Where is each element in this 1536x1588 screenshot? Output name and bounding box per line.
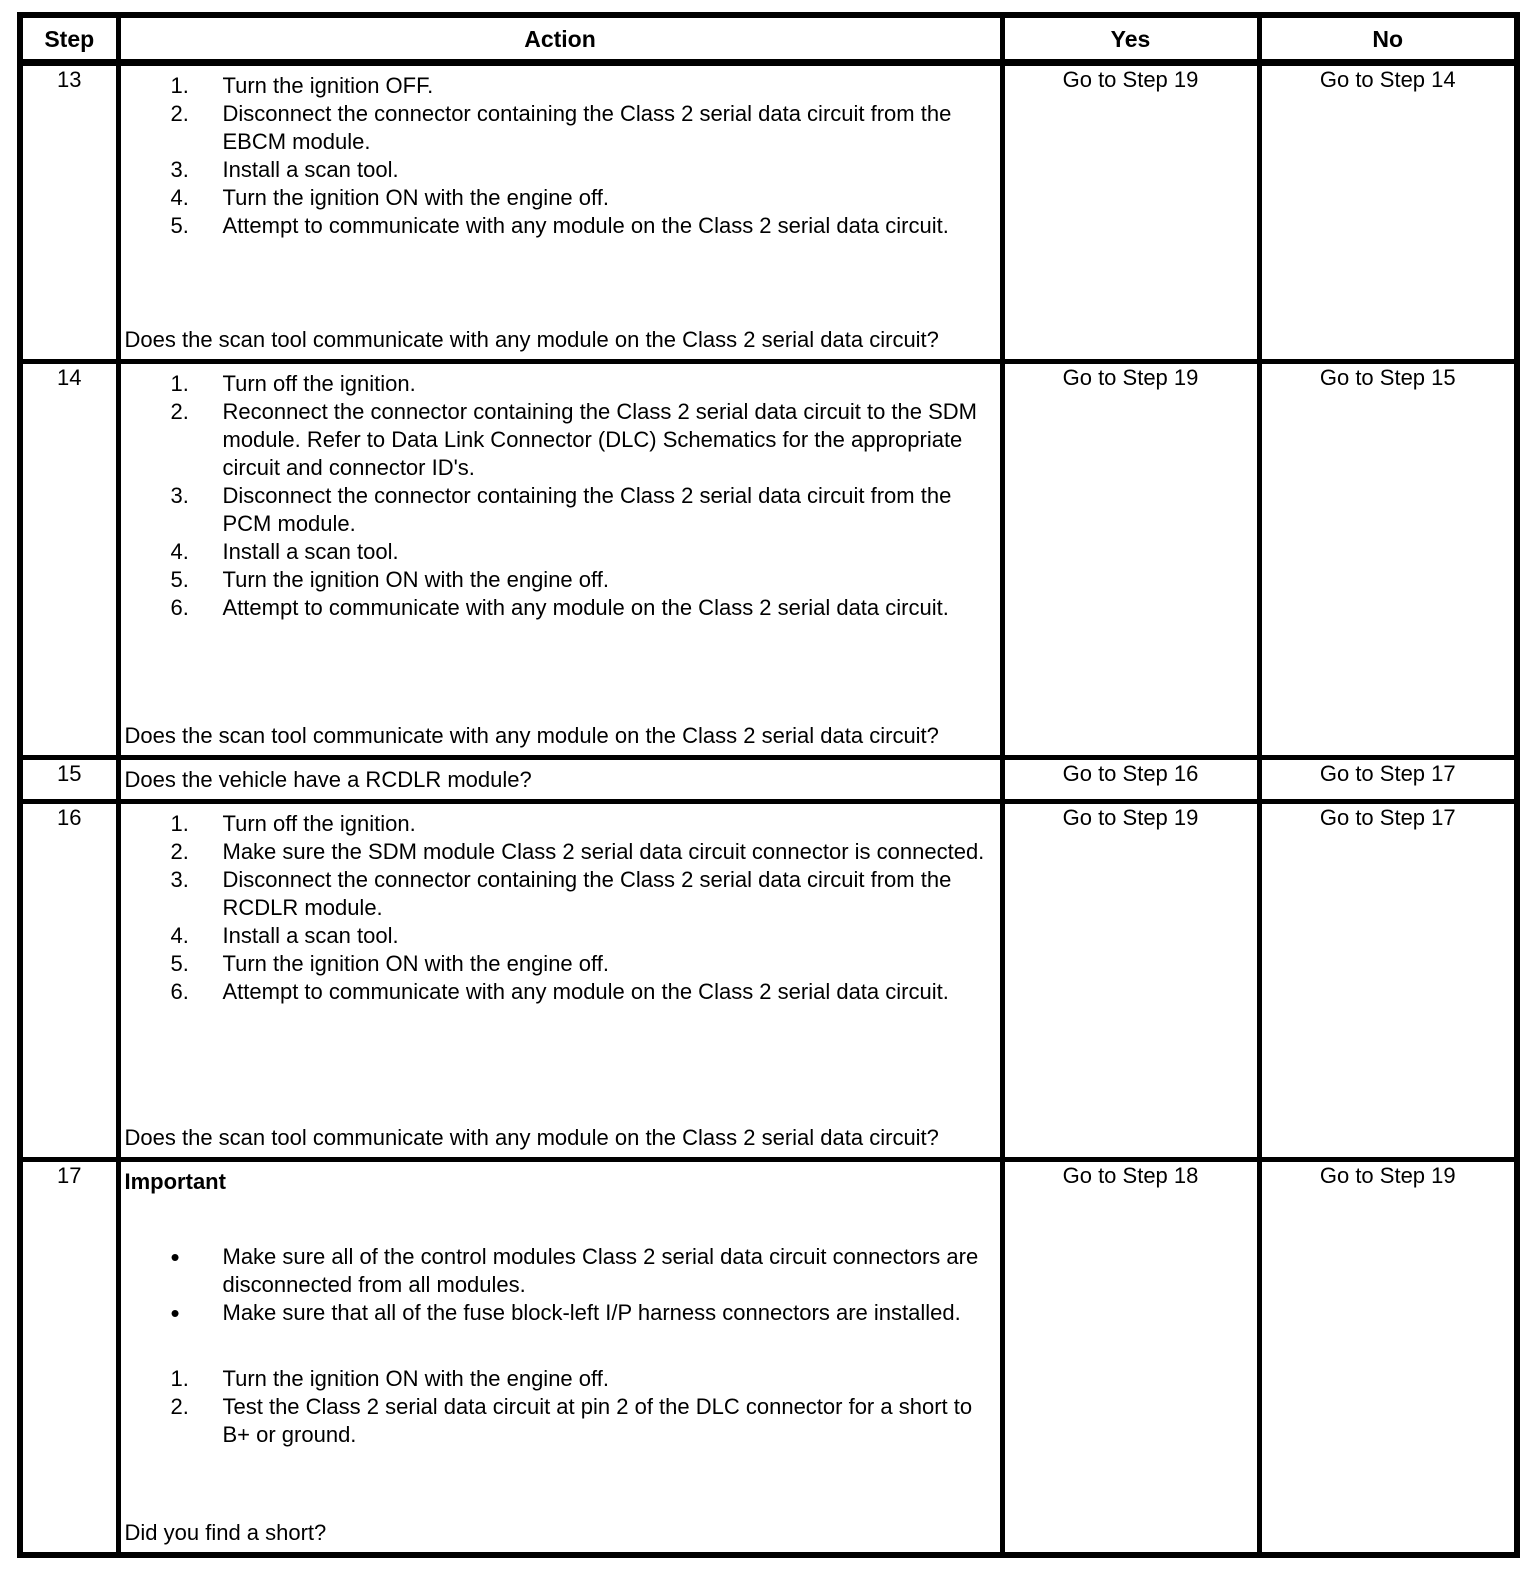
bullet-marker: • [170, 1242, 180, 1272]
yes-cell: Go to Step 16 [1002, 758, 1259, 802]
step-number: 16 [20, 802, 118, 1160]
column-header-step: Step [20, 15, 118, 63]
number-marker: 3. [170, 483, 189, 508]
action-item-text: Test the Class 2 serial data circuit at pin 2 of the DLC connector for a short to B+ or ground. [222, 1394, 973, 1447]
table-row-step-13 [20, 63, 1517, 362]
action-item-text: Install a scan tool. [222, 923, 399, 948]
action-list-item [171, 838, 996, 866]
number-marker: 2. [170, 101, 189, 126]
action-item-text: Make sure all of the control modules Class 2 serial data circuit connectors are disconnected from all modules. [222, 1244, 979, 1297]
action-list-item [171, 72, 996, 100]
step-number: 17 [20, 1160, 118, 1556]
question-text: Does the scan tool communicate with any module on the Class 2 serial data circuit? [124, 1125, 939, 1150]
table-row-step-14 [20, 362, 1517, 758]
action-item-text: Turn the ignition ON with the engine off. [222, 1366, 609, 1391]
action-item-text: Reconnect the connector containing the Class 2 serial data circuit to the SDM module. Refer to Data Link Connector (DLC) Schematics for the appropriate circuit and connector ID's. [222, 399, 978, 480]
number-marker: 5. [170, 567, 189, 592]
action-list-item [171, 1299, 996, 1327]
action-list-item [171, 810, 996, 838]
action-list-item [171, 212, 996, 240]
no-cell: Go to Step 14 [1259, 63, 1517, 362]
step-number: 13 [20, 63, 118, 362]
number-marker: 4. [170, 185, 189, 210]
action-list-item [171, 594, 996, 622]
question-text: Does the scan tool communicate with any module on the Class 2 serial data circuit? [124, 327, 939, 352]
action-cell [118, 1160, 1002, 1556]
question-text: Does the vehicle have a RCDLR module? [124, 767, 532, 792]
action-item-text: Install a scan tool. [222, 539, 399, 564]
action-list-item [171, 1243, 996, 1299]
column-header-no: No [1259, 15, 1517, 63]
no-cell: Go to Step 17 [1259, 802, 1517, 1160]
action-item-text: Turn the ignition ON with the engine off. [222, 567, 609, 592]
numbered-list [171, 810, 996, 1006]
important-heading: Important [124, 1169, 226, 1194]
bullet-marker: • [170, 1298, 180, 1328]
action-item-text: Turn off the ignition. [222, 811, 416, 836]
action-item-text: Install a scan tool. [222, 157, 399, 182]
action-list-item [171, 184, 996, 212]
action-item-text: Disconnect the connector containing the Class 2 serial data circuit from the RCDLR module. [222, 867, 952, 920]
number-marker: 2. [170, 839, 189, 864]
number-marker: 1. [170, 371, 189, 396]
yes-cell: Go to Step 18 [1002, 1160, 1259, 1556]
number-marker: 4. [170, 539, 189, 564]
no-cell: Go to Step 17 [1259, 758, 1517, 802]
action-list-item [171, 566, 996, 594]
number-marker: 1. [170, 73, 189, 98]
action-item-text: Make sure that all of the fuse block-left I/P harness connectors are installed. [222, 1300, 961, 1325]
column-header-action: Action [118, 15, 1002, 63]
no-cell: Go to Step 15 [1259, 362, 1517, 758]
number-marker: 2. [170, 1394, 189, 1419]
number-marker: 5. [170, 213, 189, 238]
action-item-text: Disconnect the connector containing the Class 2 serial data circuit from the PCM module. [222, 483, 952, 536]
column-header-yes: Yes [1002, 15, 1259, 63]
number-marker: 5. [170, 951, 189, 976]
action-list-item [171, 866, 996, 922]
action-list-item [171, 398, 996, 482]
no-cell: Go to Step 19 [1259, 1160, 1517, 1556]
action-item-text: Disconnect the connector containing the Class 2 serial data circuit from the EBCM module. [222, 101, 952, 154]
action-item-text: Attempt to communicate with any module on the Class 2 serial data circuit. [222, 213, 949, 238]
table-row-step-17 [20, 1160, 1517, 1556]
action-list-item [171, 922, 996, 950]
step-number: 14 [20, 362, 118, 758]
action-item-text: Make sure the SDM module Class 2 serial data circuit connector is connected. [222, 839, 985, 864]
number-marker: 1. [170, 811, 189, 836]
yes-cell: Go to Step 19 [1002, 802, 1259, 1160]
table-row-step-15 [20, 758, 1517, 802]
action-item-text: Attempt to communicate with any module on the Class 2 serial data circuit. [222, 979, 949, 1004]
number-marker: 6. [170, 595, 189, 620]
number-marker: 2. [170, 399, 189, 424]
table-row-step-16 [20, 802, 1517, 1160]
yes-cell: Go to Step 19 [1002, 63, 1259, 362]
action-item-text: Turn off the ignition. [222, 371, 416, 396]
action-cell [118, 802, 1002, 1160]
action-item-text: Turn the ignition ON with the engine off. [222, 185, 609, 210]
action-list-item [171, 156, 996, 184]
action-list-item [171, 978, 996, 1006]
action-list-item [171, 1393, 996, 1449]
action-cell [118, 63, 1002, 362]
diagnostic-table [17, 12, 1520, 1558]
action-list-item [171, 482, 996, 538]
action-list-item [171, 370, 996, 398]
number-marker: 3. [170, 157, 189, 182]
bullet-list [171, 1243, 996, 1327]
action-cell [118, 758, 1002, 802]
number-marker: 4. [170, 923, 189, 948]
action-item-text: Attempt to communicate with any module on the Class 2 serial data circuit. [222, 595, 949, 620]
numbered-list [171, 1365, 996, 1449]
action-list-item [171, 100, 996, 156]
number-marker: 6. [170, 979, 189, 1004]
question-text: Does the scan tool communicate with any module on the Class 2 serial data circuit? [124, 723, 939, 748]
question-text: Did you find a short? [124, 1520, 327, 1545]
action-cell [118, 362, 1002, 758]
header-row [20, 15, 1517, 63]
action-list-item [171, 950, 996, 978]
action-list-item [171, 538, 996, 566]
step-number: 15 [20, 758, 118, 802]
action-list-item [171, 1365, 996, 1393]
number-marker: 3. [170, 867, 189, 892]
action-item-text: Turn the ignition ON with the engine off. [222, 951, 609, 976]
action-item-text: Turn the ignition OFF. [222, 73, 434, 98]
numbered-list [171, 370, 996, 622]
numbered-list [171, 72, 996, 240]
yes-cell: Go to Step 19 [1002, 362, 1259, 758]
number-marker: 1. [170, 1366, 189, 1391]
